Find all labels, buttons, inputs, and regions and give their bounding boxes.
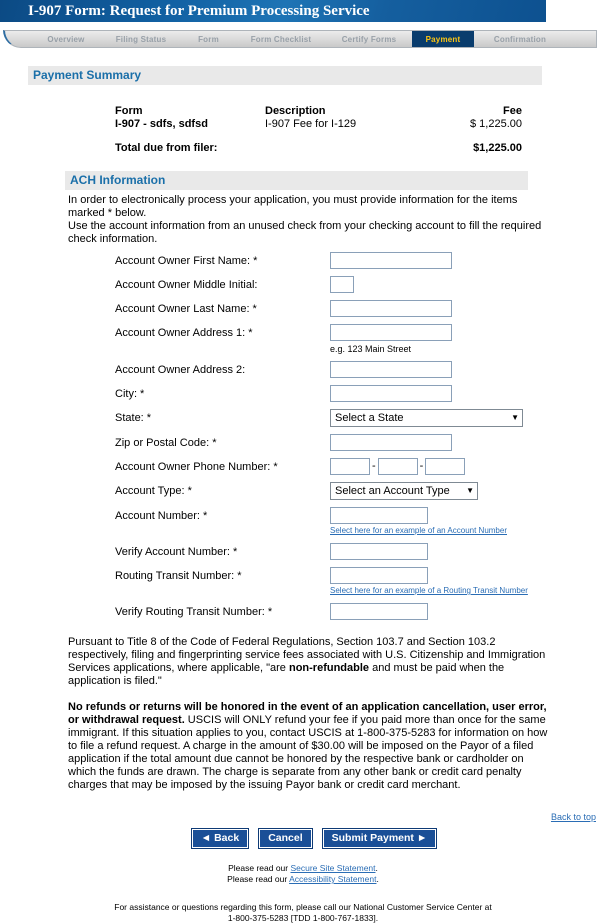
city-label: City: *	[115, 388, 145, 400]
accessibility-statement-link[interactable]: Accessibility Statement	[289, 874, 377, 884]
middle-initial-label: Account Owner Middle Initial:	[115, 279, 258, 291]
field-row-address2	[115, 361, 606, 378]
ach-intro	[68, 194, 550, 246]
assistance-line-2: 1-800-375-5283 [TDD 1-800-767-1833].	[227, 913, 379, 923]
field-row-verify-routing-number	[115, 603, 606, 620]
field-row-middle-initial	[115, 276, 606, 293]
state-select-value: Select a State	[335, 412, 404, 424]
phone-separator: -	[372, 460, 376, 472]
phone-line-input[interactable]	[425, 458, 465, 475]
field-row-state	[115, 409, 606, 427]
back-to-top-link[interactable]: Back to top	[550, 812, 596, 822]
fee-table	[115, 105, 522, 155]
phone-label: Account Owner Phone Number: *	[115, 461, 278, 473]
assistance-text	[0, 902, 606, 924]
fee-col-description-header: Description	[265, 105, 326, 117]
address1-helper-text: e.g. 123 Main Street	[330, 344, 412, 354]
field-row-routing-number	[115, 567, 606, 596]
accessibility-statement-line: Please read our Accessibility Statement.	[227, 874, 379, 884]
zip-input[interactable]	[330, 434, 452, 451]
first-name-label: Account Owner First Name: *	[115, 255, 258, 267]
legal-paragraph-regulations: Pursuant to Title 8 of the Code of Federal Regulations, Section 103.7 and Section 103.2 respectively, filing and fingerprinting service fees associated with U.S. Citizenship and Immigration Services applications, where applicable, "are non-refundable and must be paid when the application is filed."	[68, 636, 546, 687]
state-label: State: *	[115, 412, 152, 424]
middle-initial-input[interactable]	[330, 276, 354, 293]
fee-table-header-row	[115, 105, 522, 118]
tab-confirmation[interactable]: Confirmation	[493, 35, 547, 44]
address1-input[interactable]	[330, 324, 452, 341]
statement-links	[0, 863, 606, 885]
non-refundable-emphasis: non-refundable	[288, 662, 370, 674]
routing-number-label: Routing Transit Number: *	[115, 570, 242, 582]
routing-number-example-link[interactable]: Select here for an example of a Routing Transit Number	[330, 586, 528, 595]
tab-overview[interactable]: Overview	[47, 35, 85, 44]
back-to-top-container	[0, 812, 596, 822]
ach-information-heading: ACH Information	[65, 171, 528, 190]
fee-total-label: Total due from filer:	[115, 142, 218, 154]
field-row-account-number	[115, 507, 606, 536]
routing-number-input[interactable]	[330, 567, 428, 584]
account-number-label: Account Number: *	[115, 510, 208, 522]
legal-paragraph-refunds: No refunds or returns will be honored in the event of an application cancellation, user error, or withdrawal request. USCIS will ONLY refund your fee if you paid more than once for the same immigrant. If this situation applies to you, contact USCIS at 1-800-375-5283 for information on how to file a refund request. A charge in the amount of $30.00 will be imposed on the Payor of a filed application if the total amount due cannot be honored by the respective bank or cardholder on which the funds are drawn. The charge is separate from any other bank or credit card penalty charges that may be imposed by the issuing Payor bank or credit card merchant.	[68, 701, 548, 791]
field-row-verify-account-number	[115, 543, 606, 560]
fee-col-fee-header: Fee	[503, 105, 522, 117]
account-number-example-link[interactable]: Select here for an example of an Account Number	[330, 526, 507, 535]
cancel-button[interactable]: Cancel	[258, 828, 312, 849]
ach-intro-line-2: Use the account information from an unused check from your checking account to fill the required check information.	[68, 220, 542, 245]
ach-intro-line-1: In order to electronically process your application, you must provide information for the items marked * below.	[68, 194, 518, 219]
field-row-last-name	[115, 300, 606, 317]
verify-routing-number-input[interactable]	[330, 603, 428, 620]
page-title: I-907 Form: Request for Premium Processing Service	[28, 3, 370, 19]
payment-summary-heading: Payment Summary	[28, 66, 542, 85]
tab-form[interactable]: Form	[198, 35, 219, 44]
tabbar-curve	[5, 31, 31, 47]
secure-site-statement-link[interactable]: Secure Site Statement	[290, 863, 376, 873]
phone-area-input[interactable]	[330, 458, 370, 475]
tab-form-checklist[interactable]: Form Checklist	[250, 35, 312, 44]
no-refunds-emphasis: No refunds or returns will be honored in the event of an application cancellation, user error, or withdrawal request.	[68, 701, 547, 726]
assistance-line-1: For assistance or questions regarding this form, please call our National Customer Service Center at	[114, 902, 492, 912]
submit-payment-button[interactable]: Submit Payment ►	[322, 828, 438, 849]
address2-input[interactable]	[330, 361, 452, 378]
account-number-input[interactable]	[330, 507, 428, 524]
phone-separator: -	[419, 460, 424, 472]
verify-routing-number-label: Verify Routing Transit Number: *	[115, 606, 273, 618]
fee-table-row	[115, 118, 522, 131]
city-input[interactable]	[330, 385, 452, 402]
field-row-city	[115, 385, 606, 402]
account-type-select[interactable]	[330, 482, 478, 500]
tab-filing-status[interactable]: Filing Status	[115, 35, 167, 44]
verify-account-number-label: Verify Account Number: *	[115, 546, 238, 558]
field-row-phone	[115, 458, 606, 475]
back-button[interactable]: ◄ Back	[191, 828, 249, 849]
last-name-label: Account Owner Last Name: *	[115, 303, 257, 315]
fee-row-description: I-907 Fee for I-129	[265, 118, 357, 130]
field-row-zip	[115, 434, 606, 451]
first-name-input[interactable]	[330, 252, 452, 269]
field-row-address1	[115, 324, 606, 354]
fee-row-form: I-907 - sdfs, sdfsd	[115, 118, 208, 130]
ach-form	[0, 252, 606, 620]
tab-certify-forms[interactable]: Certify Forms	[341, 35, 397, 44]
field-row-account-type	[115, 482, 606, 500]
chevron-down-icon: ▼	[466, 486, 474, 495]
fee-total-value: $1,225.00	[473, 142, 522, 154]
fee-total-row	[115, 142, 522, 155]
secure-site-statement-line: Please read our Secure Site Statement.	[228, 863, 378, 873]
account-type-label: Account Type: *	[115, 485, 192, 497]
address2-label: Account Owner Address 2:	[115, 364, 246, 376]
last-name-input[interactable]	[330, 300, 452, 317]
action-buttons	[0, 828, 606, 849]
field-row-first-name	[115, 252, 606, 269]
state-select[interactable]	[330, 409, 523, 427]
verify-account-number-input[interactable]	[330, 543, 428, 560]
tab-payment[interactable]: Payment	[412, 31, 474, 47]
fee-row-fee: $ 1,225.00	[470, 118, 522, 130]
zip-label: Zip or Postal Code: *	[115, 437, 217, 449]
address1-label: Account Owner Address 1: *	[115, 327, 253, 339]
app-header	[0, 0, 546, 22]
account-type-select-value: Select an Account Type	[335, 485, 450, 497]
phone-prefix-input[interactable]	[378, 458, 418, 475]
nav-tabs	[3, 30, 597, 48]
chevron-down-icon: ▼	[511, 413, 519, 422]
fee-col-form-header: Form	[115, 105, 143, 117]
